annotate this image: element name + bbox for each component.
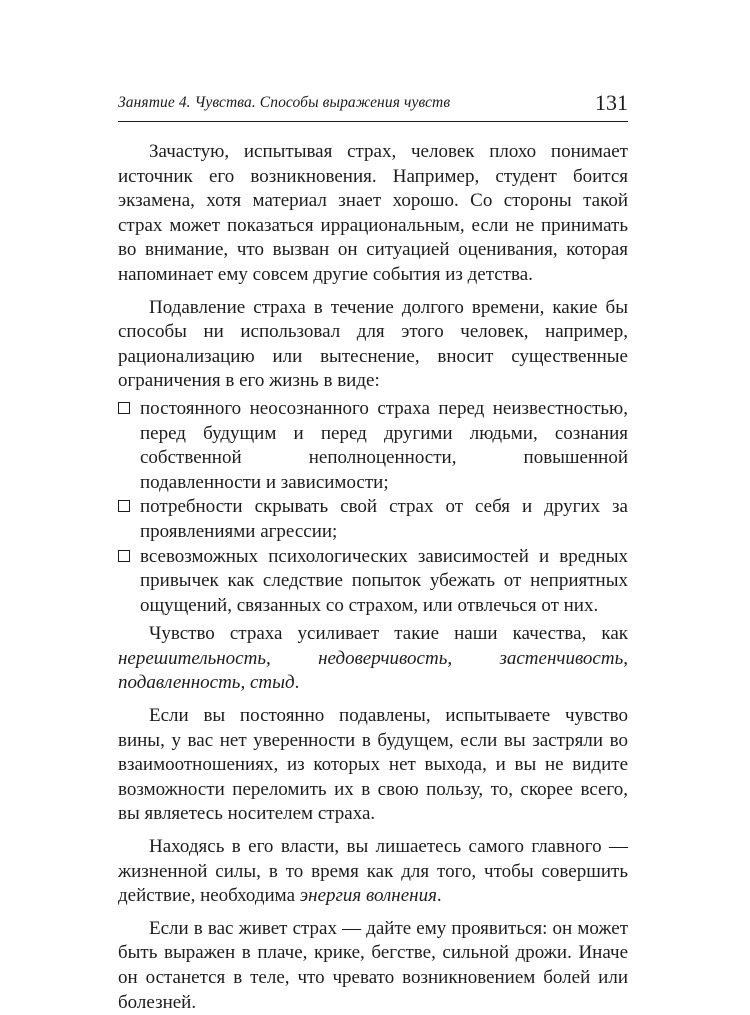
body-text	[118, 140, 628, 1015]
paragraph	[118, 835, 628, 909]
list-item-text: потребности скрывать свой страх от себя и других за проявлениями агрессии;	[140, 496, 628, 542]
list-item	[118, 495, 628, 544]
running-title: Занятие 4. Чувства. Способы выражения чувств	[118, 94, 451, 111]
list-item	[118, 397, 628, 495]
running-head	[118, 86, 628, 122]
paragraph-end: .	[294, 672, 300, 694]
paragraph-end: .	[436, 885, 442, 907]
paragraph: Если вы постоянно подавлены, испытываете чувство вины, у вас нет уверенности в будущем, если вы застряли во взаимоотношениях, из которых нет выхода, и вы не видите возможности переломить их в свою пользу, то, скорее всего, вы являетесь носителем страха.	[118, 705, 628, 825]
paragraph: Если в вас живет страх — дайте ему проявиться: он может быть выражен в плаче, крике, бегстве, сильной дрожи. Иначе он останется в теле, что чревато возникновением болей или болезней.	[118, 917, 628, 1013]
paragraph-text: Чувство страха усиливает такие наши качества, как	[149, 623, 628, 645]
paragraph: Зачастую, испытывая страх, человек плохо понимает источник его возникновения. Например, студент боится экзамена, хотя материал знает хорошо. Со стороны такой страх может показаться иррациональным, если не принимать во внимание, что вызван он ситуацией оценивания, которая напоминает ему совсем другие события из детства.	[118, 141, 628, 285]
checkbox-icon	[118, 550, 130, 562]
paragraph	[118, 622, 628, 696]
page-number: 131	[595, 90, 628, 115]
emphasis-text: энергия волнения	[299, 885, 437, 907]
emphasis-text: нерешительность, недоверчивость, застенчивость, подавленность, стыд	[118, 647, 628, 694]
list-item-text: постоянного неосознанного страха перед неизвестностью, перед будущим и перед другими людьми, сознания собственной неполноценности, повышенной подавленности и зависимости;	[140, 397, 628, 493]
header-rule	[118, 121, 628, 122]
list-item-text: всевозможных психологических зависимостей и вредных привычек как следствие попыток убежать от неприятных ощущений, связанных со страхом, или отвлечься от них.	[140, 545, 628, 616]
paragraph-text: Находясь в его власти, вы лишаетесь самого главного — жизненной силы, в то время как для того, чтобы совершить действие, необходима	[118, 836, 628, 907]
bullet-list	[118, 397, 628, 618]
checkbox-icon	[118, 500, 130, 512]
paragraph: Подавление страха в течение долгого времени, какие бы способы ни использовал для этого человек, например, рационализацию или вытеснение, вносит существенные ограничения в его жизнь в виде:	[118, 296, 628, 392]
list-item	[118, 545, 628, 619]
checkbox-icon	[118, 402, 130, 414]
